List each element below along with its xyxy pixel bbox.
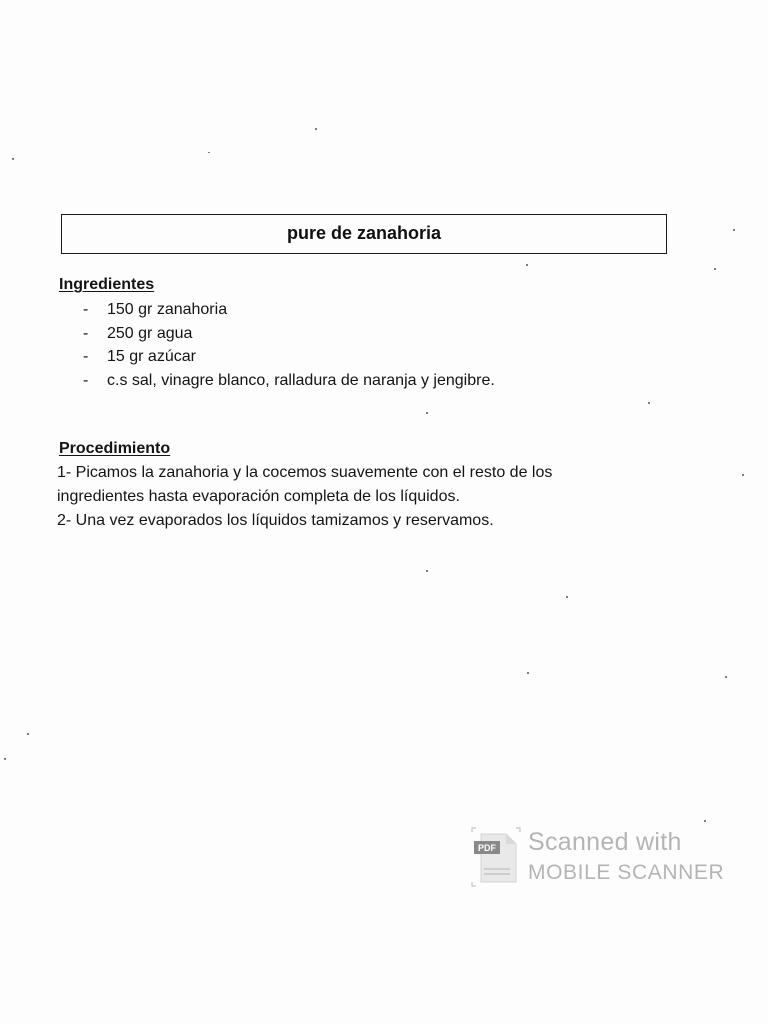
procedure-line: ingredientes hasta evaporación completa de los líquidos. xyxy=(57,488,460,505)
pdf-badge-text: PDF xyxy=(478,843,496,853)
ingredient-text: 150 gr zanahoria xyxy=(107,301,228,318)
recipe-title: pure de zanahoria xyxy=(286,222,442,243)
scan-speck xyxy=(704,820,706,822)
bullet-dash: - xyxy=(83,324,89,342)
watermark-line-1: Scanned with xyxy=(528,828,682,856)
pdf-document-icon xyxy=(468,826,524,888)
procedure-heading: Procedimiento xyxy=(59,440,171,457)
scan-speck xyxy=(4,758,6,760)
scanner-watermark xyxy=(468,826,728,892)
scan-speck xyxy=(315,128,317,130)
ingredient-text: 15 gr azúcar xyxy=(107,348,196,365)
title-box xyxy=(61,214,667,254)
scan-speck xyxy=(714,268,716,270)
list-item xyxy=(83,322,495,346)
scan-speck xyxy=(648,402,650,404)
scan-speck xyxy=(733,229,735,231)
procedure-line: 1- Picamos la zanahoria y la cocemos suavemente con el resto de los xyxy=(57,464,553,481)
bullet-dash: - xyxy=(83,371,89,389)
list-item xyxy=(83,369,495,393)
scan-speck xyxy=(12,158,14,160)
scan-speck xyxy=(725,676,727,678)
watermark-line-2: MOBILE SCANNER xyxy=(528,861,725,884)
scan-speck xyxy=(208,152,210,153)
scan-speck xyxy=(27,733,29,735)
list-item xyxy=(83,298,495,322)
procedure-line: 2- Una vez evaporados los líquidos tamizamos y reservamos. xyxy=(57,512,494,529)
ingredients-list xyxy=(83,298,495,392)
scan-speck xyxy=(527,672,529,674)
scan-speck xyxy=(426,570,428,572)
ingredient-text: c.s sal, vinagre blanco, ralladura de naranja y jengibre. xyxy=(107,371,495,389)
ingredient-text: 250 gr agua xyxy=(107,324,193,342)
list-item xyxy=(83,345,495,369)
scan-speck xyxy=(426,412,428,414)
scan-speck xyxy=(742,474,744,476)
ingredients-heading: Ingredientes xyxy=(59,276,155,293)
scan-speck xyxy=(566,596,568,598)
scan-speck xyxy=(526,264,528,266)
procedure-text xyxy=(57,461,657,533)
bullet-dash: - xyxy=(83,348,89,365)
bullet-dash: - xyxy=(83,301,89,318)
